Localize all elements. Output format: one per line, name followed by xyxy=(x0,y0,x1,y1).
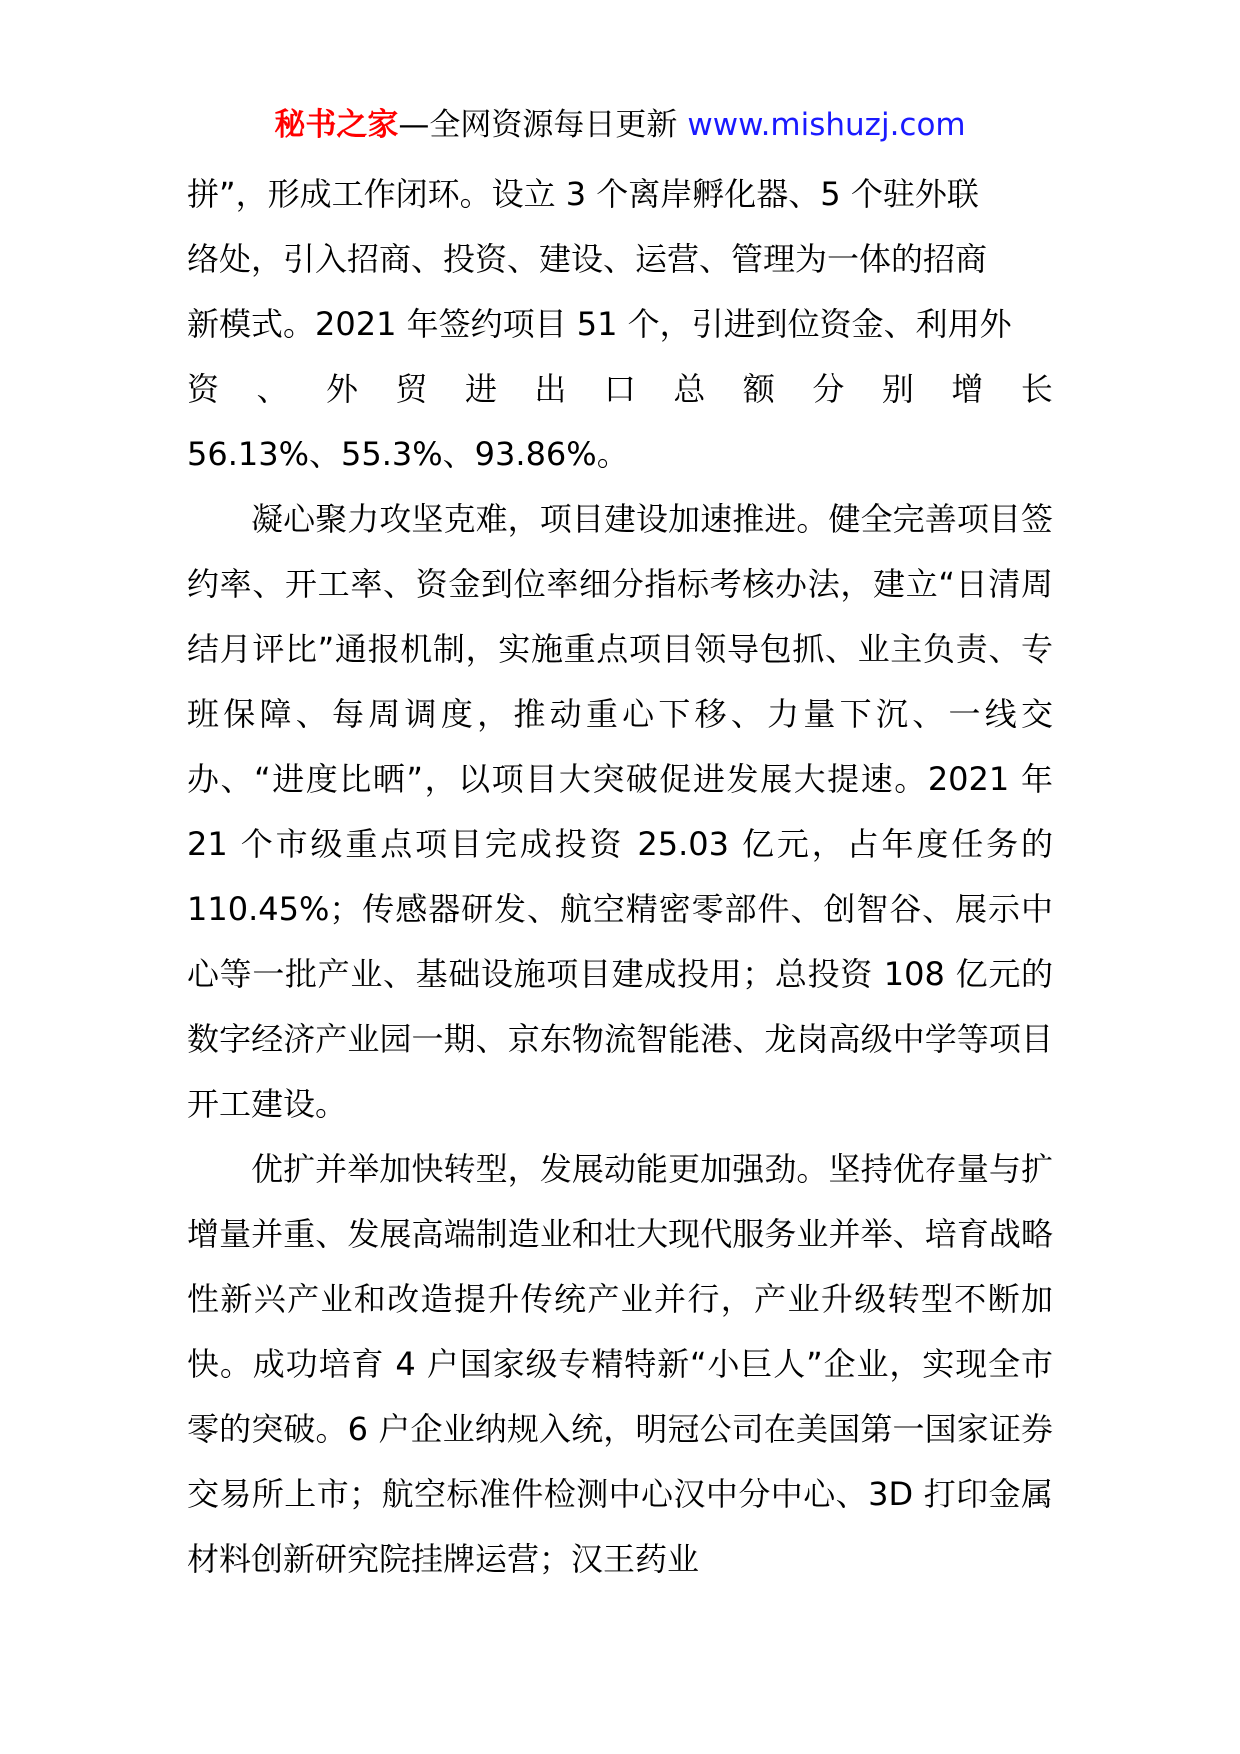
spread-char: 口 xyxy=(603,370,636,408)
spread-char: 、 xyxy=(256,370,289,408)
site-brand: 秘书之家 xyxy=(274,107,399,143)
paragraph-project-construction: 凝心聚力攻坚克难，项目建设加速推进。健全完善项目签约率、开工率、资金到位率细分指标考核办法，建立“日清周结月评比”通报机制，实施重点项目领导包抓、业主负责、专班保障、每周调度，推动重心下移、力量下沉、一线交办、“进度比晒”，以项目大突破促进发展大提速。2021 年 21 个市级重点项目完成投资 25.03 亿元，占年度任务的 110.45%；传感器研发、航空精密零部件、创智谷、展示中心等一批产业、基础设施项目建成投用；总投资 108 亿元的数字经济产业园一期、京东物流智能港、龙岗高级中学等项目开工建设。 xyxy=(187,500,1053,1123)
paragraph-line: 络处，引入招商、投资、建设、运营、管理为一体的招商 xyxy=(187,240,988,278)
spread-char: 别 xyxy=(881,370,914,408)
paragraph-line: 新模式。2021 年签约项目 51 个，引进到位资金、利用外 xyxy=(187,305,1012,343)
paragraph-line-spread xyxy=(187,357,1053,422)
document-body xyxy=(187,162,1053,1592)
spread-char: 额 xyxy=(742,370,775,408)
site-url-link[interactable]: www.mishuzj.com xyxy=(687,107,966,143)
spread-char: 外 xyxy=(325,370,358,408)
spread-char: 进 xyxy=(464,370,497,408)
site-tagline: —全网资源每日更新 xyxy=(398,107,678,143)
site-header xyxy=(0,100,1240,150)
paragraph-line: 56.13%、55.3%、93.86%。 xyxy=(187,435,629,473)
spread-char: 分 xyxy=(812,370,845,408)
paragraph-transformation: 优扩并举加快转型，发展动能更加强劲。坚持优存量与扩增量并重、发展高端制造业和壮大现代服务业并举、培育战略性新兴产业和改造提升传统产业并行，产业升级转型不断加快。成功培育 4 户国家级专精特新“小巨人”企业，实现全市零的突破。6 户企业纳规入统，明冠公司在美国第一国家证券交易所上市；航空标准件检测中心汉中分中心、3D 打印金属材料创新研究院挂牌运营；汉王药业 xyxy=(187,1150,1053,1578)
spread-char: 出 xyxy=(534,370,567,408)
spread-char: 贸 xyxy=(395,370,428,408)
paragraph-line: 拼”，形成工作闭环。设立 3 个离岸孵化器、5 个驻外联 xyxy=(187,175,979,213)
spread-char: 增 xyxy=(951,370,984,408)
spread-char: 资 xyxy=(187,370,220,408)
paragraph-1-continued xyxy=(187,162,1053,487)
spread-char: 总 xyxy=(673,370,706,408)
spread-char: 长 xyxy=(1020,370,1053,408)
